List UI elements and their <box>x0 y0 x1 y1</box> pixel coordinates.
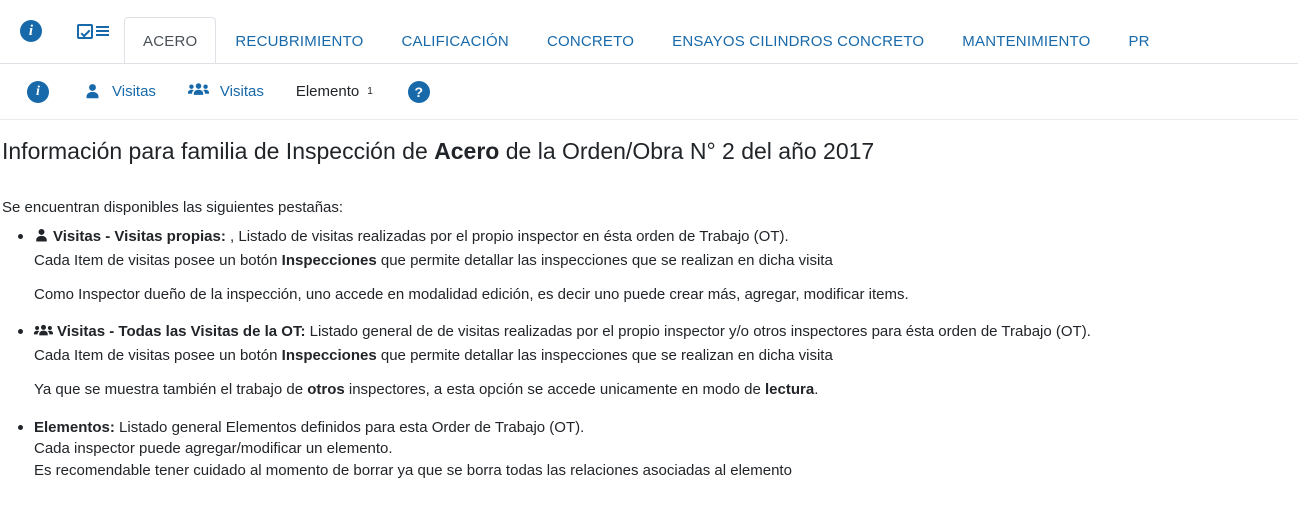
subtab-help[interactable] <box>389 72 449 112</box>
list-item-line3: Es recomendable tener cuidado al momento de borrar ya que se borra todas las relaciones asociadas al elemento <box>34 462 792 479</box>
list-item-note-bold2: lectura <box>764 380 815 398</box>
list-item-lead <box>34 417 1298 439</box>
intro-text: Se encuentran disponibles las siguientes pestañas: <box>2 199 344 216</box>
subtab-label: Visitas <box>219 83 264 100</box>
list-item-note: Como Inspector dueño de la inspección, uno accede en modalidad edición, es decir uno puede crear más, agregar, modificar items. <box>34 285 909 303</box>
question-mark-icon: ? <box>408 81 430 103</box>
tab-concreto[interactable]: CONCRETO <box>546 33 635 50</box>
list-item-line2-pre: Cada Item de visitas posee un botón <box>34 251 282 269</box>
people-icon <box>34 323 53 345</box>
tab-acero[interactable]: ACERO <box>124 17 216 64</box>
list-item-title: Visitas - Visitas propias: <box>53 228 226 245</box>
page-title-suffix: de la Orden/Obra N° 2 del año 2017 <box>499 138 875 164</box>
page-title <box>2 138 1298 165</box>
list-item-note-pre: Ya que se muestra también el trabajo de <box>34 380 308 398</box>
list-item-line2-post: que permite detallar las inspecciones que se realizan en dicha visita <box>376 347 833 364</box>
list-item-note <box>34 379 1298 401</box>
list-item-desc: , Listado de visitas realizadas por el propio inspector en ésta orden de Trabajo (OT). <box>225 228 789 245</box>
tab-recubrimiento[interactable]: RECUBRIMIENTO <box>235 33 364 50</box>
subtab-label: Elemento <box>295 83 360 100</box>
subtab-todas-las-visitas[interactable] <box>172 72 280 112</box>
page-title-prefix: Información para familia de Inspección de <box>2 138 435 164</box>
info-icon-button[interactable] <box>0 0 62 63</box>
list-item-line2 <box>34 345 1298 367</box>
list-item-title: Elementos: <box>34 418 115 436</box>
list-item-note-post: . <box>814 380 819 398</box>
checklist-icon-button[interactable] <box>62 0 124 63</box>
primary-tab-bar <box>0 0 1298 64</box>
subtab-label: Visitas <box>112 83 156 100</box>
people-icon <box>188 81 209 102</box>
list-item-line2-bold: Inspecciones <box>281 347 377 364</box>
list-item-line2-pre: Cada Item de visitas posee un botón <box>34 347 282 364</box>
list-item-line2-bold: Inspecciones <box>281 251 377 269</box>
list-item-note-mid: inspectores, a esta opción se accede unicamente en modo de <box>344 380 765 398</box>
subtab-info[interactable] <box>8 72 68 112</box>
list-item-title: Visitas - Todas las Visitas de la OT: <box>57 323 306 341</box>
list-item-note-bold1: otros <box>307 380 345 398</box>
list-item <box>34 417 1298 482</box>
subtab-visitas-propias[interactable] <box>68 72 172 112</box>
main-content <box>0 120 1298 482</box>
list-item-line2 <box>34 250 1298 272</box>
info-circle-icon: i <box>20 20 42 42</box>
person-icon <box>84 83 101 100</box>
checklist-icon <box>77 24 109 39</box>
tab-mantenimiento[interactable]: MANTENIMIENTO <box>962 33 1091 50</box>
list-item-desc: Listado general de de visitas realizadas por el propio inspector y/o otros inspectores para ésta orden de Trabajo (OT). <box>305 323 1091 341</box>
subtab-elemento-superscript: 1 <box>367 86 373 97</box>
list-item-line2-post: que permite detallar las inspecciones que se realizan en dicha visita <box>376 251 833 269</box>
list-item <box>34 226 1298 305</box>
list-item <box>34 321 1298 400</box>
tab-calificacion[interactable]: CALIFICACIÓN <box>401 33 509 50</box>
secondary-tab-bar <box>0 64 1298 120</box>
info-circle-icon: i <box>27 81 49 103</box>
list-item-desc: Listado general Elementos definidos para esta Order de Trabajo (OT). <box>114 418 585 436</box>
subtab-elemento[interactable] <box>280 72 389 112</box>
tab-ensayos-cilindros-concreto[interactable]: ENSAYOS CILINDROS CONCRETO <box>672 33 925 50</box>
tab-description-list <box>0 226 1298 482</box>
person-icon <box>34 228 49 250</box>
list-item-line2: Cada inspector puede agregar/modificar un elemento. <box>34 440 393 458</box>
list-item-lead <box>34 226 1298 250</box>
tab-pr[interactable]: PR <box>1128 33 1150 50</box>
list-item-lead <box>34 321 1298 345</box>
page-title-family: Acero <box>434 138 500 164</box>
